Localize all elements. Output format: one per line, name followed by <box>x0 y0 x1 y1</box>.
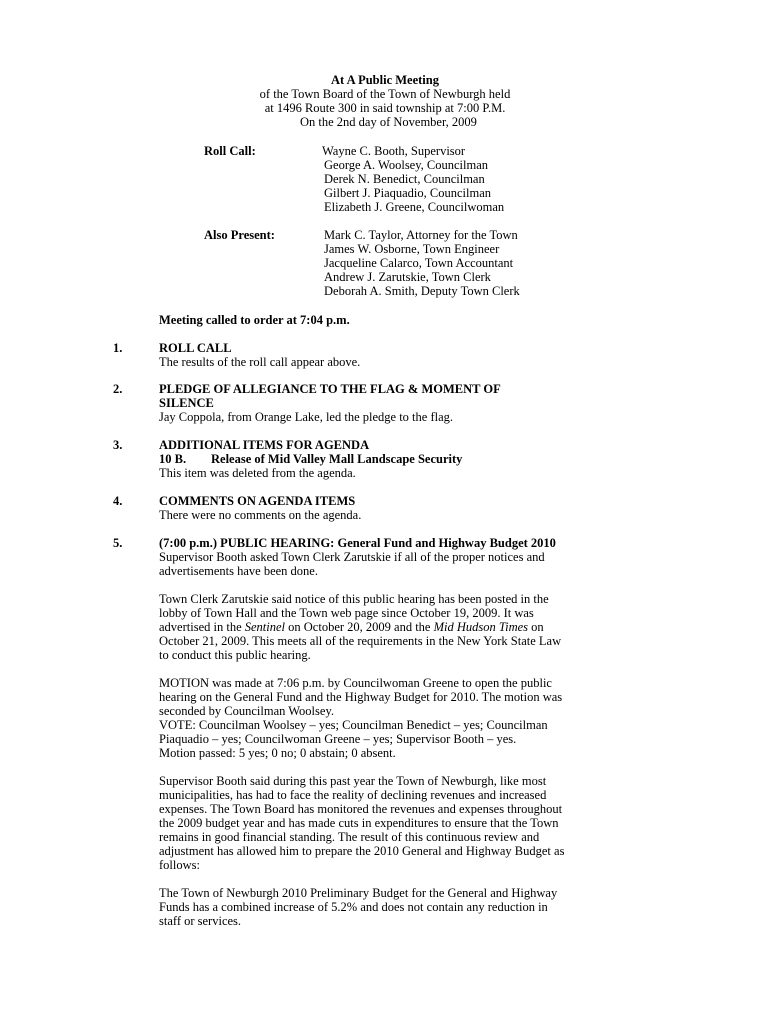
roll-call-member: Elizabeth J. Greene, Councilwoman <box>324 200 505 214</box>
header-line-2: of the Town Board of the Town of Newburgh held <box>259 87 511 101</box>
paragraph <box>159 774 629 872</box>
paragraph-line: VOTE: Councilman Woolsey – yes; Councilman Benedict – yes; Councilman <box>159 718 548 732</box>
paragraph-line: lobby of Town Hall and the Town web page since October 19, 2009. It was <box>159 606 534 620</box>
meeting-title: At A Public Meeting <box>331 73 439 87</box>
item-heading: (7:00 p.m.) PUBLIC HEARING: General Fund and Highway Budget 2010 <box>159 536 556 550</box>
item-number: 3. <box>113 438 123 452</box>
item-number: 4. <box>113 494 123 508</box>
paragraph <box>159 886 629 928</box>
header-line-4: On the 2nd day of November, 2009 <box>300 115 477 129</box>
roll-call-member: Gilbert J. Piaquadio, Councilman <box>324 186 491 200</box>
also-present-member: Mark C. Taylor, Attorney for the Town <box>324 228 518 242</box>
item-number: 2. <box>113 382 123 396</box>
paragraph-line: the 2009 budget year and has made cuts in expenditures to ensure that the Town <box>159 816 559 830</box>
item-heading-cont: SILENCE <box>159 396 214 410</box>
item-text: There were no comments on the agenda. <box>159 508 362 522</box>
paragraph-line: Motion passed: 5 yes; 0 no; 0 abstain; 0 absent. <box>159 746 396 760</box>
paragraph-line: The Town of Newburgh 2010 Preliminary Budget for the General and Highway <box>159 886 558 900</box>
sub-item-heading: Release of Mid Valley Mall Landscape Security <box>211 452 463 466</box>
roll-call-label: Roll Call: <box>204 144 256 158</box>
also-present-member: Andrew J. Zarutskie, Town Clerk <box>324 270 491 284</box>
paragraph-line: Piaquadio – yes; Councilwoman Greene – yes; Supervisor Booth – yes. <box>159 732 517 746</box>
paragraph-line: Town Clerk Zarutskie said notice of this public hearing has been posted in the <box>159 592 549 606</box>
also-present-member: James W. Osborne, Town Engineer <box>324 242 500 256</box>
paragraph-line: staff or services. <box>159 914 242 928</box>
paragraph-line: October 21, 2009. This meets all of the requirements in the New York State Law <box>159 634 562 648</box>
paragraph-line: seconded by Councilman Woolsey. <box>159 704 335 718</box>
item-heading: COMMENTS ON AGENDA ITEMS <box>159 494 356 508</box>
roll-call-member: Derek N. Benedict, Councilman <box>324 172 485 186</box>
sub-item-number: 10 B. <box>159 452 187 466</box>
paragraph-line: Funds has a combined increase of 5.2% and does not contain any reduction in <box>159 900 548 914</box>
paragraph-line: Supervisor Booth asked Town Clerk Zarutskie if all of the proper notices and <box>159 550 545 564</box>
paragraph <box>159 676 629 760</box>
paragraph-line: Supervisor Booth said during this past year the Town of Newburgh, like most <box>159 774 547 788</box>
item-number: 1. <box>113 341 123 355</box>
also-present-member: Deborah A. Smith, Deputy Town Clerk <box>324 284 520 298</box>
paragraph-line: MOTION was made at 7:06 p.m. by Councilwoman Greene to open the public <box>159 676 552 690</box>
also-present-label: Also Present: <box>204 228 275 242</box>
item-heading: PLEDGE OF ALLEGIANCE TO THE FLAG & MOMENT OF <box>159 382 501 396</box>
text-run: on <box>528 620 544 634</box>
paragraph-line: adjustment has allowed him to prepare the 2010 General and Highway Budget as <box>159 844 565 858</box>
newspaper-name: Sentinel <box>244 620 286 634</box>
text-run: on October 20, 2009 and the <box>285 620 434 634</box>
item-heading: ADDITIONAL ITEMS FOR AGENDA <box>159 438 370 452</box>
roll-call-member: George A. Woolsey, Councilman <box>324 158 489 172</box>
item-number: 5. <box>113 536 123 550</box>
paragraph-line: municipalities, has had to face the reality of declining revenues and increased <box>159 788 547 802</box>
paragraph-line: remains in good financial standing. The result of this continuous review and <box>159 830 540 844</box>
roll-call-member: Wayne C. Booth, Supervisor <box>322 144 466 158</box>
newspaper-name: Mid Hudson Times <box>433 620 529 634</box>
called-to-order: Meeting called to order at 7:04 p.m. <box>159 313 350 327</box>
paragraph <box>159 550 629 578</box>
paragraph-line: expenses. The Town Board has monitored the revenues and expenses throughout <box>159 802 563 816</box>
paragraph-line: hearing on the General Fund and the Highway Budget for 2010. The motion was <box>159 690 563 704</box>
paragraph-line <box>159 620 629 634</box>
paragraph-line: follows: <box>159 858 200 872</box>
paragraph-line: to conduct this public hearing. <box>159 648 311 662</box>
paragraph <box>159 592 629 662</box>
header-line-3: at 1496 Route 300 in said township at 7:00 P.M. <box>264 101 506 115</box>
item-text: The results of the roll call appear above. <box>159 355 361 369</box>
also-present-member: Jacqueline Calarco, Town Accountant <box>324 256 514 270</box>
item-heading: ROLL CALL <box>159 341 232 355</box>
item-text: Jay Coppola, from Orange Lake, led the pledge to the flag. <box>159 410 454 424</box>
text-run: advertised in the <box>159 620 245 634</box>
paragraph-line: advertisements have been done. <box>159 564 318 578</box>
item-text: This item was deleted from the agenda. <box>159 466 356 480</box>
